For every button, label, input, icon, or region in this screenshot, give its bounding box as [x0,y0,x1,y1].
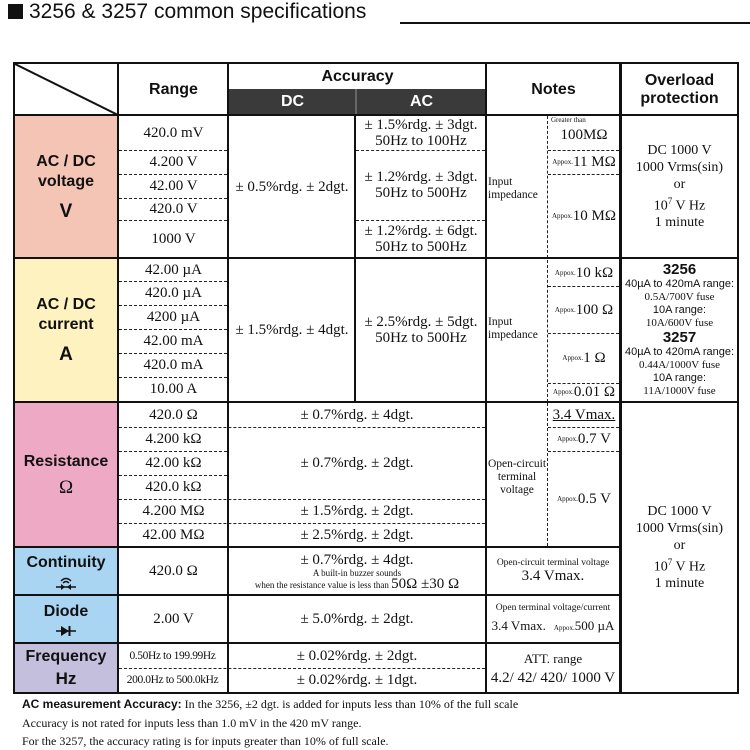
header-ac: AC [355,89,486,115]
range-cell: 420.0 µA [145,285,202,301]
notes-label-line: Input [488,176,513,188]
notes-label-line: impedance [488,329,538,341]
range-cell: 42.00 V [149,178,198,194]
impedance-cell [549,286,619,333]
impedance-value: 100MΩ [560,127,608,143]
header-overload [619,64,737,115]
footnote-3: For the 3257, the accuracy rating is for inputs greater than 10% of full scale. [22,734,389,748]
range-cell: 1000 V [151,230,196,247]
ac-accuracy-freq: 50Hz to 100Hz [375,133,467,149]
current-notes-label [488,316,548,342]
continuity-accuracy [229,548,485,594]
overload-rest: V Hz [672,198,706,214]
ac-accuracy-value: ± 1.2%rdg. ± 6dgt. [364,222,478,239]
impedance-cell [549,116,619,150]
header-accuracy: Accuracy [227,64,486,89]
buzzer-note: when the resistance value is less than [254,579,389,590]
overload-base: 10 [653,559,668,575]
notes-label-line: impedance [488,189,538,201]
voltage-value: 0.5 V [577,490,611,507]
impedance-prefix: Appox. [551,211,573,220]
frequency-accuracy: ± 0.02%rdg. ± 1dgt. [296,672,418,688]
dash-divider [547,403,548,546]
notes-label: Open terminal voltage/current [495,603,611,613]
voltage-prefix: Appox. [557,494,578,503]
overload-line: or [673,176,686,192]
category-voltage [15,116,117,257]
overload-line [654,554,705,576]
footnote-text: In the 3256, ±2 dgt. is added for inputs less than 10% of the full scale [181,697,519,711]
corner-diagonal [15,64,118,115]
range-cell: 4200 µA [146,309,201,325]
impedance-cell [549,259,619,286]
continuity-notes [487,548,619,594]
model-3256: 3256 [662,261,697,278]
overload-exp: 7 [667,195,673,206]
resistance-accuracy: ± 0.7%rdg. ± 4dgt. [300,407,414,423]
impedance-prefix: Appox. [562,354,584,362]
diode-icon [56,625,76,637]
ac-accuracy-freq: 50Hz to 500Hz [375,185,467,201]
impedance-cell [549,150,619,174]
buzzer-note: A built-in buzzer sounds [312,567,402,578]
impedance-value: 0.01 Ω [573,384,615,400]
voltage-notes-label [488,176,548,202]
notes-label: Open-circuit terminal voltage [496,558,610,568]
notes-value: 3.4 Vmax. [521,568,585,584]
overload-line: 1000 Vrms(sin) [635,159,724,175]
impedance-value: 10 MΩ [572,207,617,224]
overload-voltage-top [622,116,737,257]
category-current [15,259,117,401]
header-notes: Notes [485,64,620,115]
fuse-rating: 0.5A/700V fuse [644,291,715,303]
range-cell: 420.0 kΩ [145,479,202,495]
overload-base: 10 [653,198,668,214]
resistance-accuracy: ± 0.7%rdg. ± 2dgt. [300,455,414,471]
impedance-prefix: Appox. [552,158,574,166]
ac-accuracy-freq: 50Hz to 500Hz [375,238,467,255]
header-range: Range [117,64,228,115]
buzzer-threshold: 50Ω ±30 Ω [391,575,460,592]
accuracy-value: ± 0.7%rdg. ± 4dgt. [300,551,414,568]
header-overload-line1: Overload [644,71,715,89]
frequency-label: Frequency [25,648,107,665]
voltage-label-2: voltage [37,172,94,190]
notes-label-line: voltage [500,484,534,496]
ac-accuracy-value: ± 2.5%rdg. ± 5dgt. [364,314,478,330]
range-cell: 10.00 A [149,381,198,397]
notes-label: ATT. range [523,650,583,666]
range-cell: 420.0 V [149,201,198,217]
col-divider [117,116,119,692]
range-cell: 42.00 kΩ [145,455,202,471]
resistance-accuracy: ± 1.5%rdg. ± 2dgt. [300,503,414,519]
current-ac-accuracy [357,259,485,401]
impedance-value: 11 MΩ [573,154,616,170]
notes-value-line [492,617,615,635]
fuse-range: 10A range: [652,304,707,316]
voltage-unit: V [59,200,73,222]
current-label-2: current [38,316,94,333]
range-cell: 42.00 mA [143,333,204,349]
continuity-label: Continuity [26,553,106,571]
overload-line: 1 minute [654,215,705,231]
model-3257: 3257 [662,329,697,346]
footnote-1 [22,697,518,712]
diode-label: Diode [43,602,89,620]
footnote-2: Accuracy is not rated for inputs less than 1.0 mV in the 420 mV range. [22,716,362,730]
current-dc-accuracy: ± 1.5%rdg. ± 4dgt. [235,322,349,338]
notes-label-line: Open-circuit [487,458,547,470]
voltage-dc-accuracy: ± 0.5%rdg. ± 2dgt. [235,178,349,195]
voltage-ac-accuracy-1 [357,116,485,150]
fuse-rating: 10A/600V fuse [645,317,714,329]
notes-label-line: terminal [497,471,537,483]
ac-accuracy-freq: 50Hz to 500Hz [375,330,467,346]
range-cell: 420.0 mA [143,357,204,373]
notes-prefix: Appox. [553,624,575,632]
overload-line: DC 1000 V [647,142,712,158]
overload-rest: V Hz [672,559,706,575]
overload-line [654,193,705,215]
title-text: 3256 & 3257 common specifications [29,0,367,23]
overload-exp: 7 [667,556,673,567]
current-label-1: AC / DC [36,296,96,313]
voltage-ac-accuracy-3 [357,220,485,257]
range-cell: 4.200 V [149,154,198,170]
category-frequency [15,644,117,692]
voltage-value: 0.7 V [577,431,611,447]
category-resistance [15,403,117,546]
impedance-prefix: Appox. [554,268,576,277]
diode-accuracy: ± 5.0%rdg. ± 2dgt. [300,611,414,627]
range-cell: 42.00 MΩ [142,526,205,543]
range-cell: 420.0 mV [143,125,204,141]
overload-line: or [673,537,686,553]
ac-accuracy-value: ± 1.2%rdg. ± 3dgt. [364,169,478,185]
fuse-range: 40µA to 420mA range: [624,278,735,290]
fuse-rating: 11A/1000V fuse [643,385,716,397]
open-voltage-cell [549,451,619,546]
impedance-cell [549,174,619,257]
range-cell: 4.200 MΩ [142,503,205,519]
impedance-prefix: Appox. [554,305,576,314]
range-cell: 420.0 Ω [149,407,198,423]
overload-voltage-bottom [622,403,737,692]
impedance-prefix: Greater than [551,116,586,124]
title-underline [400,22,750,24]
range-cell: 0.50Hz to 199.99Hz [129,650,216,662]
frequency-accuracy: ± 0.02%rdg. ± 2dgt. [296,648,418,664]
overload-line: 1 minute [654,576,705,592]
category-diode [15,596,117,642]
footnote-bold: AC measurement Accuracy: [22,697,182,711]
open-voltage-cell [549,427,619,451]
dash-divider [547,116,548,402]
impedance-value: 10 kΩ [575,264,614,281]
page-title [8,0,366,24]
resistance-notes-label [486,458,548,497]
resistance-accuracy: ± 2.5%rdg. ± 2dgt. [300,526,414,543]
notes-value: 4.2/ 42/ 420/ 1000 V [490,669,616,686]
voltage-prefix: Appox. [557,435,578,443]
header-dc: DC [227,89,356,115]
category-continuity [15,548,117,594]
resistance-label: Resistance [23,452,109,470]
overload-current [621,259,738,401]
current-unit: A [59,344,73,365]
impedance-prefix: Appox. [553,388,574,396]
voltage-label-1: AC / DC [36,152,96,170]
notes-current: 500 µA [574,618,615,633]
fuse-rating: 0.44A/1000V fuse [638,359,721,371]
notes-value: 3.4 Vmax. [491,618,546,633]
header-overload-line2: protection [640,89,719,107]
impedance-cell [549,333,619,383]
buzzer-note-line [254,575,460,592]
overload-line: 1000 Vrms(sin) [635,520,724,536]
range-cell: 420.0 Ω [149,563,198,579]
voltage-ac-accuracy-2 [357,150,485,220]
buzzer-icon [55,576,77,590]
square-bullet-icon [8,4,23,19]
impedance-cell [549,383,619,401]
range-cell: 2.00 V [153,611,194,627]
range-cell: 42.00 µA [145,262,202,278]
resistance-unit: Ω [58,476,74,498]
range-cell: 4.200 kΩ [145,431,202,447]
range-cell: 200.0Hz to 500.0kHz [126,674,219,686]
overload-line: DC 1000 V [647,503,712,519]
ac-accuracy-value: ± 1.5%rdg. ± 3dgt. [364,117,478,133]
fuse-range: 10A range: [652,372,707,384]
impedance-value: 1 Ω [583,350,606,366]
fuse-range: 40µA to 420mA range: [624,346,735,358]
diode-notes [487,596,619,642]
frequency-notes [487,644,619,692]
frequency-unit: Hz [55,669,77,688]
open-voltage-cell: 3.4 Vmax. [552,407,616,423]
impedance-value: 100 Ω [575,301,614,318]
notes-label-line: Input [488,316,513,328]
